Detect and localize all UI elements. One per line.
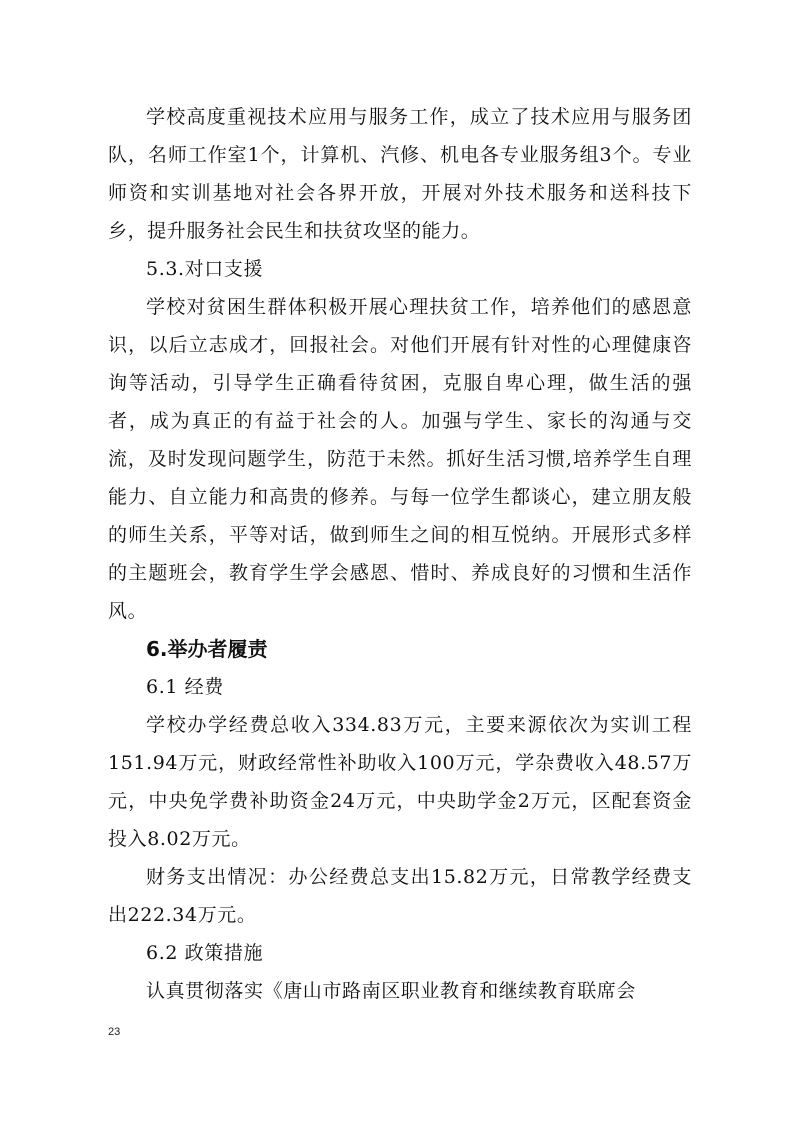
paragraph-support: 学校对贫困生群体积极开展心理扶贫工作，培养他们的感恩意识，以后立志成才，回报社会。对他们开展有针对性的心理健康咨询等活动，引导学生正确看待贫困，克服自卑心理，做生活的强者，成为真正的有益于社会的人。加强与学生、家长的沟通与交流，及时发现问题学生，防范于未然。抓好生活习惯,培养学生自理能力、自立能力和高贵的修养。与每一位学生都谈心，建立朋友般的师生关系，平等对话，做到师生之间的相互悦纳。开展形式多样的主题班会，教育学生学会感恩、惜时、养成良好的习惯和生活作风。 <box>108 296 692 622</box>
body-text <box>108 98 692 1010</box>
section-6-title: 6.举办者履责 <box>146 637 268 661</box>
paragraph-funding-income: 学校办学经费总收入334.83万元，主要来源依次为实训工程151.94万元，财政经常性补助收入100万元，学杂费收入48.57万元，中央免学费补助资金24万元，中央助学金2万元，区配套资金投入8.02万元。 <box>108 714 692 850</box>
section-6-1-title: 6.1 经费 <box>146 676 224 698</box>
page-number: 23 <box>108 1026 121 1038</box>
section-6-2-title: 6.2 政策措施 <box>146 942 264 964</box>
section-5-3-title: 5.3.对口支援 <box>146 258 264 280</box>
paragraph-funding-expense: 财务支出情况：办公经费总支出15.82万元，日常教学经费支出222.34万元。 <box>108 866 692 926</box>
paragraph-policy: 认真贯彻落实《唐山市路南区职业教育和继续教育联席会 <box>146 980 637 1002</box>
paragraph-tech-service: 学校高度重视技术应用与服务工作，成立了技术应用与服务团队，名师工作室1个，计算机、汽修、机电各专业服务组3个。专业师资和实训基地对社会各界开放，开展对外技术服务和送科技下乡，提升服务社会民生和扶贫攻坚的能力。 <box>108 106 692 242</box>
